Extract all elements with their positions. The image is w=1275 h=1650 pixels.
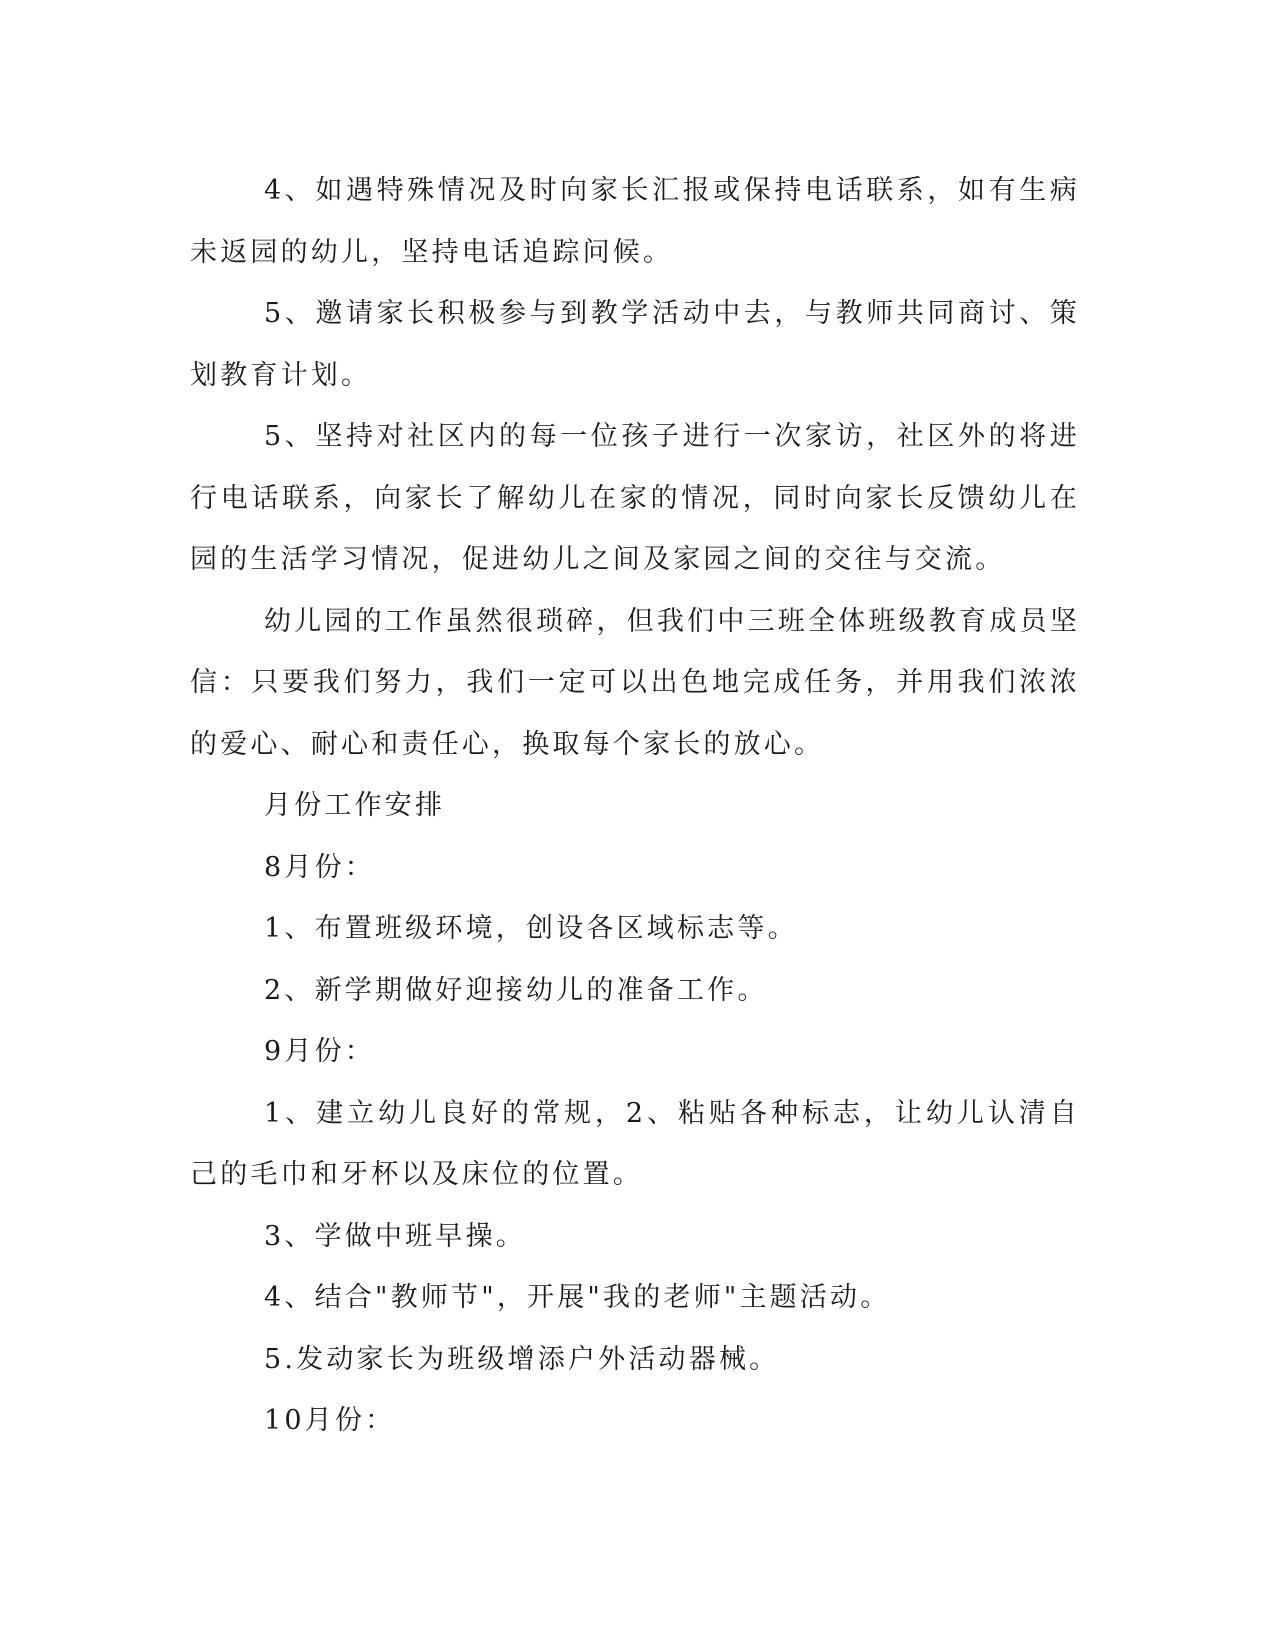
month-heading-august: 8月份：: [264, 851, 375, 883]
paragraph-class-commitment: 幼儿园的工作虽然很琐碎，但我们中三班全体班级教育成员坚信：只要我们努力，我们一定可以出色地完成任务，并用我们浓浓的爱心、耐心和责任心，换取每个家长的放心。: [190, 605, 1080, 760]
document-body: [190, 160, 1080, 1452]
list-item-august-2: 2、新学期做好迎接幼儿的准备工作。: [264, 974, 768, 1006]
section-heading-monthly-plan: 月份工作安排: [264, 790, 446, 821]
month-heading-october: 10月份：: [264, 1405, 396, 1436]
list-item-september-5: 5.发动家长为班级增添户外活动器械。: [264, 1343, 780, 1375]
list-item-september-1-2: 1、建立幼儿良好的常规，2、粘贴各种标志，让幼儿认清自己的毛巾和牙杯以及床位的位置。: [190, 1097, 1080, 1190]
list-item-september-4: 4、结合"教师节"，开展"我的老师"主题活动。: [264, 1282, 891, 1313]
month-heading-september: 9月份：: [264, 1036, 375, 1067]
paragraph-home-visits: 5、坚持对社区内的每一位孩子进行一次家访，社区外的将进行电话联系，向家长了解幼儿在家的情况，同时向家长反馈幼儿在园的生活学习情况，促进幼儿之间及家园之间的交往与交流。: [190, 421, 1080, 575]
paragraph-parent-participation: 5、邀请家长积极参与到教学活动中去，与教师共同商讨、策划教育计划。: [190, 298, 1080, 391]
list-item-august-1: 1、布置班级环境，创设各区域标志等。: [264, 913, 798, 944]
list-item-september-3: 3、学做中班早操。: [264, 1220, 526, 1252]
paragraph-parent-contact: 4、如遇特殊情况及时向家长汇报或保持电话联系，如有生病未返园的幼儿，坚持电话追踪问候。: [190, 175, 1080, 268]
